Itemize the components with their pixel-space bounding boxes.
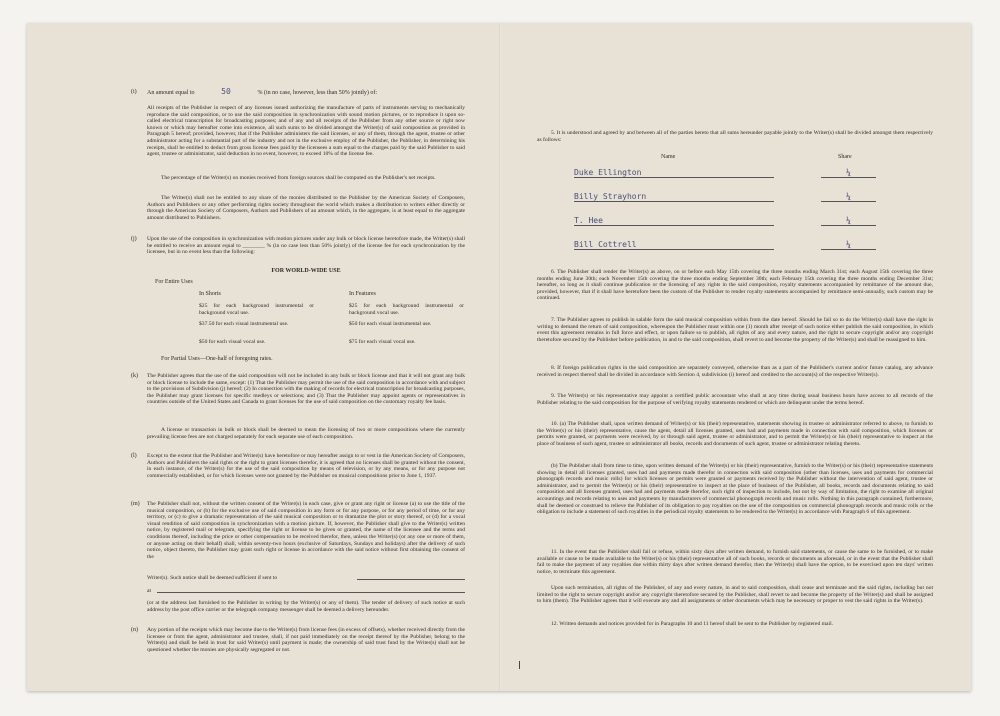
- features-rate-2: $50 for each visual instrumental use.: [349, 321, 432, 327]
- features-rate-1: $25 for each background instrumental or background vocal use.: [349, 303, 464, 316]
- world-wide-heading: FOR WORLD-WIDE USE: [271, 268, 341, 274]
- writer-share-4: ¼: [821, 240, 876, 250]
- writer-row-1: [574, 168, 774, 178]
- writer-share-row-2: [821, 192, 876, 202]
- para-9: 9. The Writer(s) or his representative may appoint a certified public accountant who shall at any time during usual business hours have access to all records of the Publisher relating to the said composition for the purpose of verifying royalty statements rendered or which are delinquent under the terms hereof.: [537, 393, 933, 406]
- clause-i-para1: All receipts of the Publisher in respect of any licenses issued authorizing the manufacture of parts of instruments serving to mechanically reproduce the said composition, or to use the said composition in synchronization with sound motion pictures, or to reproduce it upon so-called electrical transcription for broadcasting purposes; and of any and all receipts of the Publisher from any other source or right now known or which may hereafter come into existence, all such sums to be divided amongst the Writer(s) of said composition as provided in Paragraph 5 hereof; provided, however, that if the Publisher administers the said licenses, or any of them, through the agent, trustee or other administrator acting for a substantial part of the industry and not in the exclusive employ of the Publisher, the Publisher, in determining his receipts, shall be entitled to deduct from gross license fees paid by the licensees a sum equal to the charges paid by the said Publisher to said agent, trustee or administrator, said deduction in no event, however, to exceed 10% of the license fee.: [147, 105, 465, 158]
- para-7: 7. The Publisher agrees to publish in salable form the said musical composition within from the date hereof. Should he fail so to do the Writer(s) shall have the right in writing to demand the return of said composition, whereupon the Publisher must within one (1) month after receipt of such notice either publish the said composition, in which event this agreement remains in full force and effect, or upon failure so to publish, all rights of any and every nature, and the right to secure copyright and/or any copyright theretofore secured by the Publisher before publication, in and to the said composition, shall revert to and become the property of the Writer(s) and shall be reassigned to him.: [537, 317, 933, 343]
- writer-share-row-1: [821, 168, 876, 178]
- para-10a: 10. (a) The Publisher shall, upon written demand of Writer(s) or his (their) representative, statements showing in trustee or administrator referred to above, to furnish to the Writer(s) or his (their) representative, cause the agent, detail all licenses granted, uses had and payments made in connection with said composition, which licenses or permits were granted, or payments were received, by or through said agent, trustee or administrator, and to permit the Writer(s) or his (their) representative to inspect at the place of business of such agent, trustee or administrator all books, records and documents of such agent, trustee or administrator relating thereto.: [537, 421, 933, 447]
- partial-uses: For Partial Uses—One-half of foregoing rates.: [161, 356, 273, 362]
- para-11b: Upon such termination, all rights of the Publisher, of any and every nature, in and to said composition, shall cease and terminate and the said rights, including but not limited to the right to secure copyright and/or any copyright theretofore secured by the Publisher, shall revert to and become the property of the Writer(s) and shall be assigned to him (them). The Publisher agrees that it will execute any and all assignments or other documents which may be necessary or proper to vest the said rights in the Writer(s).: [537, 585, 933, 605]
- writer-share-1: ¼: [821, 168, 876, 178]
- clause-l-label: (l): [131, 453, 137, 459]
- clause-k-label: (k): [131, 373, 138, 379]
- in-features-label: In Features: [349, 291, 376, 297]
- margin-tick: [519, 661, 520, 669]
- shorts-rate-1: $25 for each background instrumental or background vocal use.: [199, 303, 314, 316]
- clause-l-para: Except to the extent that the Publisher and Writer(s) have heretofore or may hereafter assign to or vest in the American Society of Composers, Authors and Publishers the said rights or the right to grant licenses therefor, it is agreed that no licenses shall be granted without the consent, in each instance, of the Writer(s) for the use of the said composition by means of television, or by any means, or for any purpose not commercially established, or for which licenses were not granted by the Publisher on musical compositions prior to June 1, 1937.: [147, 453, 465, 479]
- para-11: 11. In the event that the Publisher shall fail or refuse, within sixty days after written demand, to furnish said statements, or cause the same to be furnished, or to make available or cause to be made available to the Writer(s) or his (their) representative all of such books, records or documents as aforesaid, or in the event that the Publisher shall fail to make the payment of any royalties due within thirty days after written demand therefor, then the Writer(s) shall have the option, to be exercised upon ten days' written notice, to terminate this agreement.: [537, 549, 933, 575]
- clause-n-para: Any portion of the receipts which may become due to the Writer(s) from license fees (in excess of offsets), whether received directly from the licensee or from the agent, administrator and trustee, shall, if not paid immediately on the receipt thereof by the Publisher, belong to the Writer(s) and shall be held in trust for said Writer(s) until payment is made; the ownership of said trust fund by the Writer(s) shall not be questioned whether the monies are physically segregated or not.: [147, 627, 465, 653]
- clause-k-para2: A license or transaction in bulk or block shall be deemed to mean the licensing of two or more compositions where the currently prevailing license fees are not charged separately for each separate use of each composition.: [147, 427, 465, 440]
- clause-j-label: (j): [131, 236, 137, 242]
- shorts-rate-3: $50 for each visual vocal use.: [199, 339, 266, 345]
- writer-row-3: [574, 216, 774, 226]
- col-share-header: Share: [838, 154, 852, 160]
- writer-name-4: Bill Cottrell: [574, 240, 774, 250]
- notice-name-line: [357, 579, 465, 580]
- col-name-header: Name: [661, 154, 676, 160]
- features-rate-3: $75 for each visual vocal use.: [349, 339, 416, 345]
- writer-share-3: ¼: [821, 216, 876, 226]
- writer-name-2: Billy Strayhorn: [574, 192, 774, 202]
- contract-sheet: [27, 23, 971, 691]
- writer-share-2: ¼: [821, 192, 876, 202]
- writer-row-2: [574, 192, 774, 202]
- writer-row-4: [574, 240, 774, 250]
- clause-m-at: at: [147, 588, 152, 594]
- clause-i-para3: The Writer(s) shall not be entitled to any share of the monies distributed to the Publisher by the American Society of Composers, Authors and Publishers or any other performing rights society throughout the world which makes a distribution to writers either directly or through the American Society of Composers, Authors and Publishers of an amount which, in the aggregate, is at least equal to the aggregate amount distributed to Publishers.: [147, 195, 465, 221]
- clause-i-pre: An amount equal to: [147, 90, 195, 96]
- clause-i-label: (i): [131, 89, 137, 95]
- para-6: 6. The Publisher shall render the Writer(s) as above, on or before each May 15th covering the three months ending March 31st; each August 15th covering the three months ending June 30th; each November 15th covering the three months ending September 30th; each February 15th covering the three months ending December 31st; hereafter, so long as it shall continue publication or the licensing of any rights in the said composition, royalty statements accompanied by remittance of the amount due, provided, however, that if it shall have heretofore been the custom of the Publisher to render royalty statements accompanied by remittance semi-annually, such custom may be continued.: [537, 269, 933, 302]
- clause-m-para: The Publisher shall not, without the written consent of the Writer(s) in each case, give or grant any right or license (a) to use the title of the musical composition, or (b) for the exclusive use of said composition in any form or for any purpose, or for any period of time, or for any territory, or (c) to give a dramatic representation of the said musical composition or to dramatize the plot or story thereof, or (d) for a vocal visual rendition of said composition in synchronization with a motion picture. If, however, the Publisher shall give to the Writer(s) written notice, by registered mail or telegram, specifying the right or license to be given or granted, the name of the licensee and the terms and conditions thereof, including the price or other compensation to be received therefor, then, unless the Writer(s) (or any one or more of them, or anyone acting on their behalf) shall, within seventy-two hours (exclusive of Saturdays, Sundays and holidays) after the delivery of such notice, object thereto, the Publisher may grant such right or license in accordance with the said notice without first obtaining the consent of the: [147, 501, 465, 560]
- clause-m-para2: (or at the address last furnished to the Publisher in writing by the Writer(s) or any of them). The tender of delivery of such notice at such address by the post office carrier or the telegraph company messenger shall be deemed a delivery hereunder.: [147, 600, 465, 613]
- clause-m-cont: Writer(s). Such notice shall be deemed sufficient if sent to: [147, 575, 278, 581]
- entire-uses-label: For Entire Uses: [155, 279, 193, 285]
- writer-share-row-4: [821, 240, 876, 250]
- clause-i-amount: 50: [221, 87, 231, 96]
- clause-k-para1: The Publisher agrees that the use of the said composition will not be included in any bulk or block license and that it will not grant any bulk or block license to include the same, except: (1) That the Publisher may permit the use of the said composition in accordance with and subject to the provisions of Subdivision (j) hereof; (2) In connection with the making of records for electrical transcription for broadcasting purposes, the Publisher may grant licenses for specific medleys or selections; and (3) That the Publisher may appoint agents or representatives in countries outside of the United States and Canada to grant licenses for the use of said composition on the customary royalty fee basis.: [147, 373, 465, 406]
- shorts-rate-2: $37.50 for each visual instrumental use.: [199, 321, 289, 327]
- para-10b: (b) The Publisher shall from time to time, upon written demand of the Writer(s) or his (their) representative, furnish to the Writer(s) or his (their) representative statements showing in detail all licenses granted, uses had and payments made therefor in connection with said composition (other than licenses, uses and payments for commercial phonograph records and music rolls) for which licenses or permits were granted or payments received by the Publisher without the intervention of said agent, trustee or administrator, and to permit the Writer(s) or his (their) representative to inspect at the place of business of the Publisher, all books, records and documents relating to said composition and all licenses granted, uses had and payments made therefor, such right of inspection to include, but not by way of limitation, the right to examine all original accountings and records relating to uses and payments by manufacturers of commercial phonograph records and music rolls. Nothing in this paragraph contained, furthermore, shall be deemed or construed to relieve the Publisher of its obligation to pay royalties on the use of the composition on commercial phonograph records and music rolls or the obligation to include a statement of such royalties in the periodical royalty statements to be rendered to the Writer(s) in accordance with Paragraph 6 of this agreement.: [537, 463, 933, 516]
- clause-i-para2: The percentage of the Writer(s) on monies received from foreign sources shall be computed on the Publisher's net receipts.: [161, 175, 436, 181]
- in-shorts-label: In Shorts: [199, 291, 221, 297]
- writer-share-row-3: [821, 216, 876, 226]
- right-page: [501, 23, 971, 691]
- writer-name-3: T. Hee: [574, 216, 774, 226]
- clause-m-label: (m): [131, 501, 140, 507]
- para-8: 8. If foreign publication rights in the said composition are separately conveyed, otherwise than as a part of the Publisher's current and/or future catalog, any advance received in respect thereof shall be divided in accordance with Section 4, subdivision (i) hereof and credited to the account(s) of the respective Writer(s).: [537, 365, 933, 378]
- clause-n-label: (n): [131, 627, 138, 633]
- writer-name-1: Duke Ellington: [574, 168, 774, 178]
- clause-i-post: % (in no case, however, less than 50% jointly) of:: [257, 90, 378, 96]
- para-12: 12. Written demands and notices provided for in Paragraphs 10 and 11 hereof shall be sent to the Publisher by registered mail.: [551, 621, 834, 627]
- left-page: [27, 23, 499, 691]
- clause-j-para: Upon the use of the composition in synchronization with motion pictures under any bulk or block license heretofore made, the Writer(s) shall be entitled to receive an amount equal to ________ % (in no case less than 50% jointly) of the license fee for each synchronization by the licensee, but in no event less than the following:: [147, 236, 465, 256]
- notice-address-line: [157, 592, 465, 593]
- clause-i-line: [147, 89, 467, 97]
- para-5: 5. It is understood and agreed by and between all of the parties hereto that all sums hereunder payable jointly to the Writer(s) shall be divided amongst them respectively as follows:: [537, 130, 933, 143]
